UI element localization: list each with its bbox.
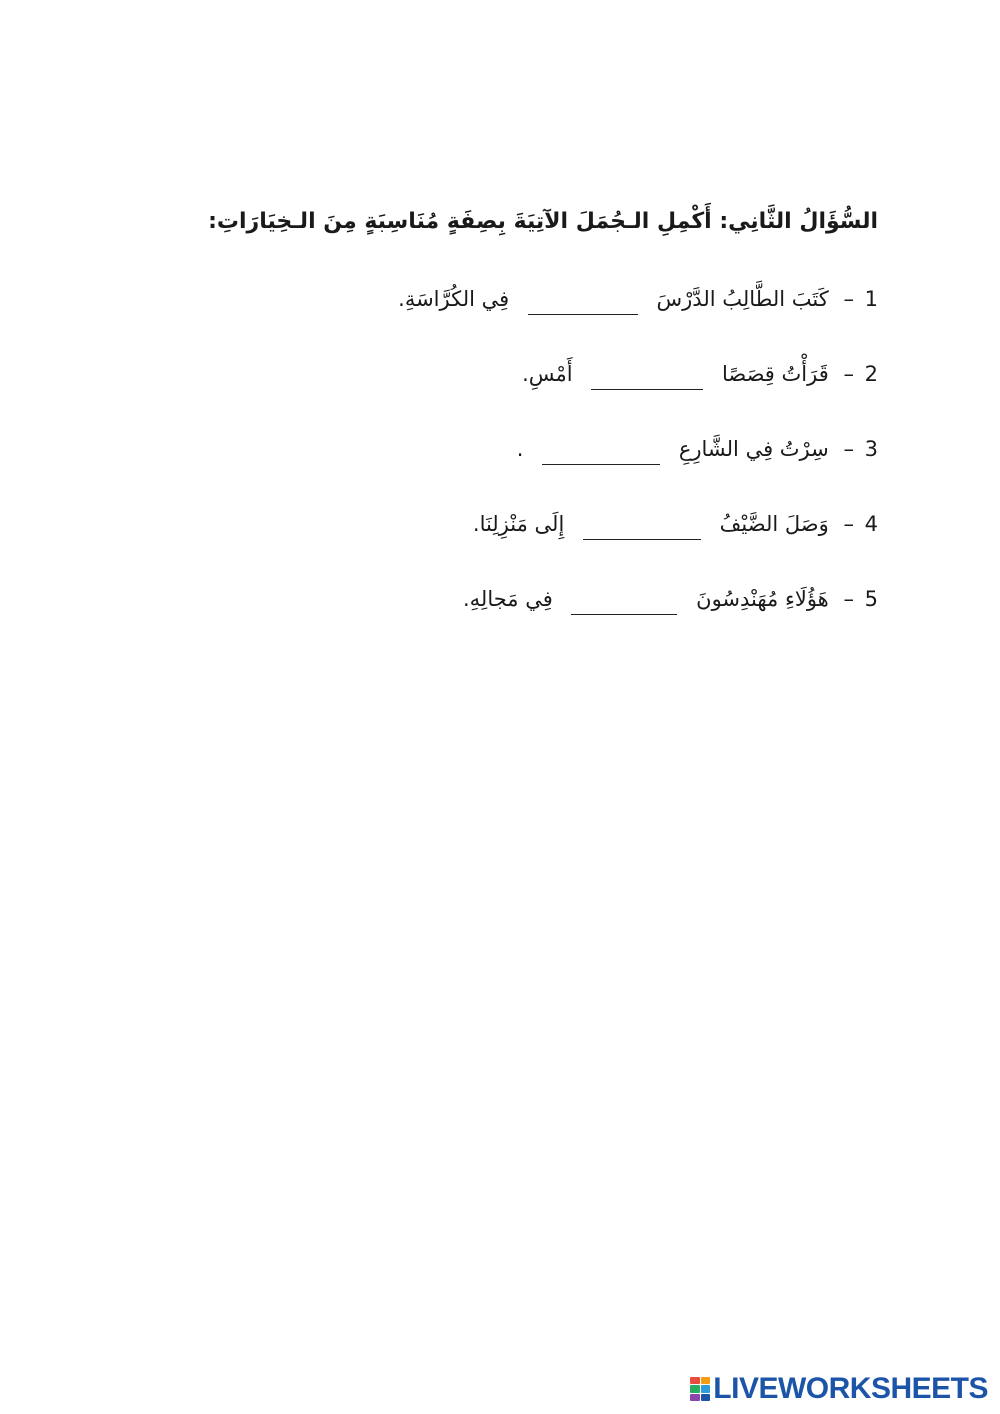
question-text-before: كَتَبَ الطَّالِبُ الدَّرْسَ [656,287,829,311]
question-number: 3 [864,437,878,461]
logo-block [690,1377,700,1384]
question-number: 4 [864,512,878,536]
answer-blank-input[interactable] [542,434,660,465]
question-item [178,350,878,425]
liveworksheets-logo-icon [690,1377,710,1401]
question-text-after: أَمْسِ. [522,362,573,386]
question-dash: – [843,287,854,311]
question-item [178,425,878,500]
question-text-before: سِرْتُ فِي الشَّارِعِ [678,437,829,461]
brand-name: LIVEWORKSHEETS [713,1372,988,1405]
question-dash: – [843,587,854,611]
question-text-before: وَصَلَ الضَّيْفُ [719,512,829,536]
question-heading: السُّؤَالُ الثَّانِي: أَكْمِلِ الـجُمَلَ الآتِيَةَ بِصِفَةٍ مُنَاسِبَةٍ مِنَ الـخِيَارَاتِ: [208,209,878,234]
question-text-after: فِي مَجالِهِ. [463,587,553,611]
question-number: 5 [864,587,878,611]
question-text-after: فِي الكُرَّاسَةِ. [398,287,510,311]
question-item [178,575,878,650]
question-text-before: هَؤُلَاءِ مُهَنْدِسُونَ [696,587,829,611]
logo-block [701,1385,711,1392]
question-dash: – [843,437,854,461]
answer-blank-input[interactable] [528,284,638,315]
liveworksheets-footer [690,1372,988,1406]
question-item [178,500,878,575]
question-text-after: . [516,437,524,461]
question-number: 1 [864,287,878,311]
logo-block [701,1377,711,1384]
question-text-before: قَرَأْتُ قِصَصًا [721,362,829,386]
logo-block [690,1385,700,1392]
question-dash: – [843,512,854,536]
question-list [178,275,878,650]
answer-blank-input[interactable] [571,584,677,615]
logo-block [701,1394,711,1401]
question-number: 2 [864,362,878,386]
question-dash: – [843,362,854,386]
logo-block [690,1394,700,1401]
answer-blank-input[interactable] [583,509,701,540]
question-item [178,275,878,350]
question-text-after: إِلَى مَنْزِلِنَا. [472,512,565,536]
answer-blank-input[interactable] [591,359,703,390]
